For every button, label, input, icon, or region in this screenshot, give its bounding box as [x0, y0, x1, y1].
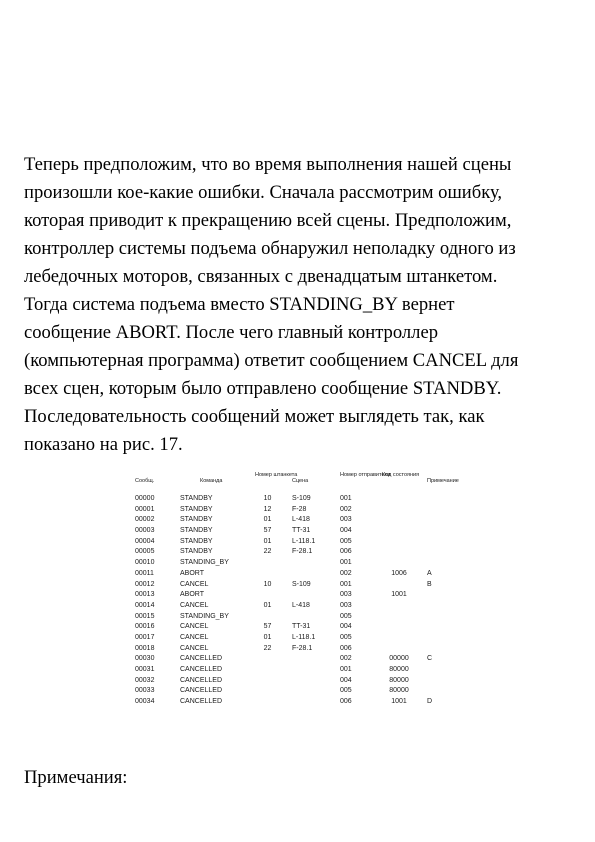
cell-status-code: 00000 [389, 655, 409, 663]
cell-command: STANDBY [180, 527, 213, 535]
cell-scene: F-28.1 [292, 644, 313, 652]
cell-batten-number: 10 [263, 495, 272, 502]
cell-batten-number: 57 [263, 623, 272, 631]
cell-status-code: 80000 [389, 676, 409, 684]
paragraph-line: Тогда система подъема вместо STANDING_BY вернет [24, 294, 455, 315]
cell-status-code: 80000 [389, 666, 409, 673]
cell-sender-number: 005 [340, 612, 352, 620]
cell-sender-number: 004 [340, 527, 352, 535]
cell-command: CANCEL [180, 623, 209, 631]
table-row [130, 644, 480, 655]
cell-batten-number: 10 [263, 580, 272, 588]
cell-command: STANDING_BY [180, 612, 229, 620]
cell-sender-number: 003 [340, 516, 352, 524]
table-row [130, 697, 480, 708]
cell-scene: L-418 [292, 516, 310, 524]
cell-message: 00030 [135, 655, 155, 663]
header-sender-number: Номер отправителя [340, 472, 391, 478]
body-paragraph [24, 151, 584, 459]
cell-message: 00010 [135, 559, 155, 567]
cell-sender-number: 003 [340, 591, 352, 599]
paragraph-line: Последовательность сообщений может выглядеть так, как [24, 406, 485, 427]
cell-message: 00032 [135, 676, 155, 684]
cell-batten-number: 12 [263, 505, 272, 513]
paragraph-line: Теперь предположим, что во время выполнения нашей сцены [24, 154, 512, 175]
cell-batten-number: 01 [263, 537, 272, 545]
header-note: Примечание [427, 478, 459, 484]
cell-message: 00014 [135, 601, 155, 609]
cell-message: 00017 [135, 633, 155, 641]
paragraph-line: лебедочных моторов, связанных с двенадцатым штанкетом. [24, 266, 498, 287]
cell-sender-number: 006 [340, 644, 352, 652]
cell-message: 00018 [135, 644, 155, 652]
cell-scene: S-109 [292, 580, 311, 588]
cell-sender-number: 001 [340, 495, 352, 502]
cell-command: STANDBY [180, 505, 213, 513]
table-row [130, 601, 480, 612]
cell-status-code: 1001 [391, 591, 407, 599]
cell-sender-number: 006 [340, 698, 352, 706]
cell-command: CANCELLED [180, 687, 223, 695]
paragraph-line: контроллер системы подъема обнаружил неполадку одного из [24, 238, 516, 259]
notes-heading: Примечания: [24, 767, 128, 788]
table-row [130, 494, 480, 505]
cell-scene: TT-31 [292, 527, 311, 535]
cell-sender-number: 001 [340, 580, 352, 588]
cell-message: 00031 [135, 666, 155, 673]
cell-command: CANCELLED [180, 676, 223, 684]
cell-message: 00001 [135, 505, 155, 513]
cell-sender-number: 002 [340, 655, 352, 663]
table-row [130, 505, 480, 516]
cell-command: CANCEL [180, 580, 209, 588]
cell-command: CANCEL [180, 601, 209, 609]
cell-message: 00012 [135, 580, 155, 588]
cell-sender-number: 002 [340, 569, 352, 577]
table-row [130, 580, 480, 591]
paragraph-line: (компьютерная программа) ответит сообщением CANCEL для [24, 350, 519, 371]
paragraph-line: сообщение ABORT. После чего главный контроллер [24, 322, 439, 343]
cell-sender-number: 003 [340, 601, 352, 609]
table-row [130, 590, 480, 601]
cell-sender-number: 005 [340, 687, 352, 695]
cell-sender-number: 005 [340, 633, 352, 641]
cell-message: 00016 [135, 623, 155, 631]
cell-status-code: 80000 [389, 687, 409, 695]
cell-sender-number: 001 [340, 666, 352, 673]
table-row [130, 633, 480, 644]
cell-scene: F-28 [292, 505, 307, 513]
cell-command: ABORT [180, 591, 204, 599]
table-row [130, 569, 480, 580]
table-row [130, 547, 480, 558]
paragraph-line: всех сцен, которым было отправлено сообщение STANDBY. [24, 378, 502, 399]
cell-scene: S-109 [292, 495, 311, 502]
cell-message: 00011 [135, 569, 154, 577]
table-row [130, 537, 480, 548]
cell-command: STANDBY [180, 495, 213, 502]
table-row [130, 654, 480, 665]
table-row [130, 622, 480, 633]
table-row [130, 686, 480, 697]
header-message: Сообщ. [135, 478, 155, 484]
header-status-code: Код состояния [382, 472, 420, 478]
cell-sender-number: 001 [340, 559, 352, 567]
header-command: Команда [200, 478, 223, 484]
cell-message: 00015 [135, 612, 155, 620]
header-batten-number: Номер штанкета [255, 472, 298, 478]
cell-batten-number: 57 [263, 527, 272, 535]
cell-command: CANCEL [180, 644, 209, 652]
cell-batten-number: 22 [263, 644, 272, 652]
cell-scene: L-418 [292, 601, 310, 609]
cell-message: 00034 [135, 698, 155, 706]
cell-sender-number: 004 [340, 676, 352, 684]
table-body [130, 494, 480, 708]
cell-message: 00004 [135, 537, 155, 545]
cell-note: A [427, 569, 432, 577]
table-row [130, 558, 480, 569]
message-sequence-table [130, 472, 480, 708]
cell-batten-number: 01 [263, 516, 272, 524]
cell-command: STANDBY [180, 516, 213, 524]
paragraph-line: показано на рис. 17. [24, 434, 183, 455]
cell-message: 00033 [135, 687, 155, 695]
cell-command: STANDING_BY [180, 559, 229, 567]
cell-command: STANDBY [180, 537, 213, 545]
cell-note: C [427, 655, 433, 663]
cell-batten-number: 22 [263, 548, 272, 556]
cell-command: CANCELLED [180, 698, 223, 706]
cell-sender-number: 006 [340, 548, 352, 556]
cell-status-code: 1006 [391, 569, 407, 577]
cell-scene: L-118.1 [292, 633, 316, 641]
cell-command: STANDBY [180, 548, 213, 556]
cell-batten-number: 01 [263, 633, 272, 641]
cell-scene: L-118.1 [292, 537, 316, 545]
cell-sender-number: 005 [340, 537, 352, 545]
cell-command: CANCELLED [180, 666, 223, 673]
cell-message: 00005 [135, 548, 155, 556]
table-header-row [130, 472, 480, 494]
cell-sender-number: 002 [340, 505, 352, 513]
cell-message: 00002 [135, 516, 155, 524]
cell-sender-number: 004 [340, 623, 352, 631]
cell-status-code: 1001 [391, 698, 407, 706]
table-row [130, 676, 480, 687]
paragraph-line: которая приводит к прекращению всей сцены. Предположим, [24, 210, 512, 231]
cell-scene: F-28.1 [292, 548, 313, 556]
cell-note: B [427, 580, 432, 588]
header-scene: Сцена [292, 478, 309, 484]
table-row [130, 515, 480, 526]
table-row [130, 526, 480, 537]
cell-message: 00013 [135, 591, 155, 599]
cell-message: 00003 [135, 527, 155, 535]
cell-command: CANCELLED [180, 655, 223, 663]
paragraph-line: произошли кое-какие ошибки. Сначала рассмотрим ошибку, [24, 182, 503, 203]
cell-command: ABORT [180, 569, 204, 577]
cell-batten-number: 01 [263, 601, 272, 609]
cell-scene: TT-31 [292, 623, 311, 631]
table-row [130, 612, 480, 623]
cell-command: CANCEL [180, 633, 209, 641]
cell-note: D [427, 698, 433, 706]
table-row [130, 665, 480, 676]
cell-message: 00000 [135, 495, 155, 502]
